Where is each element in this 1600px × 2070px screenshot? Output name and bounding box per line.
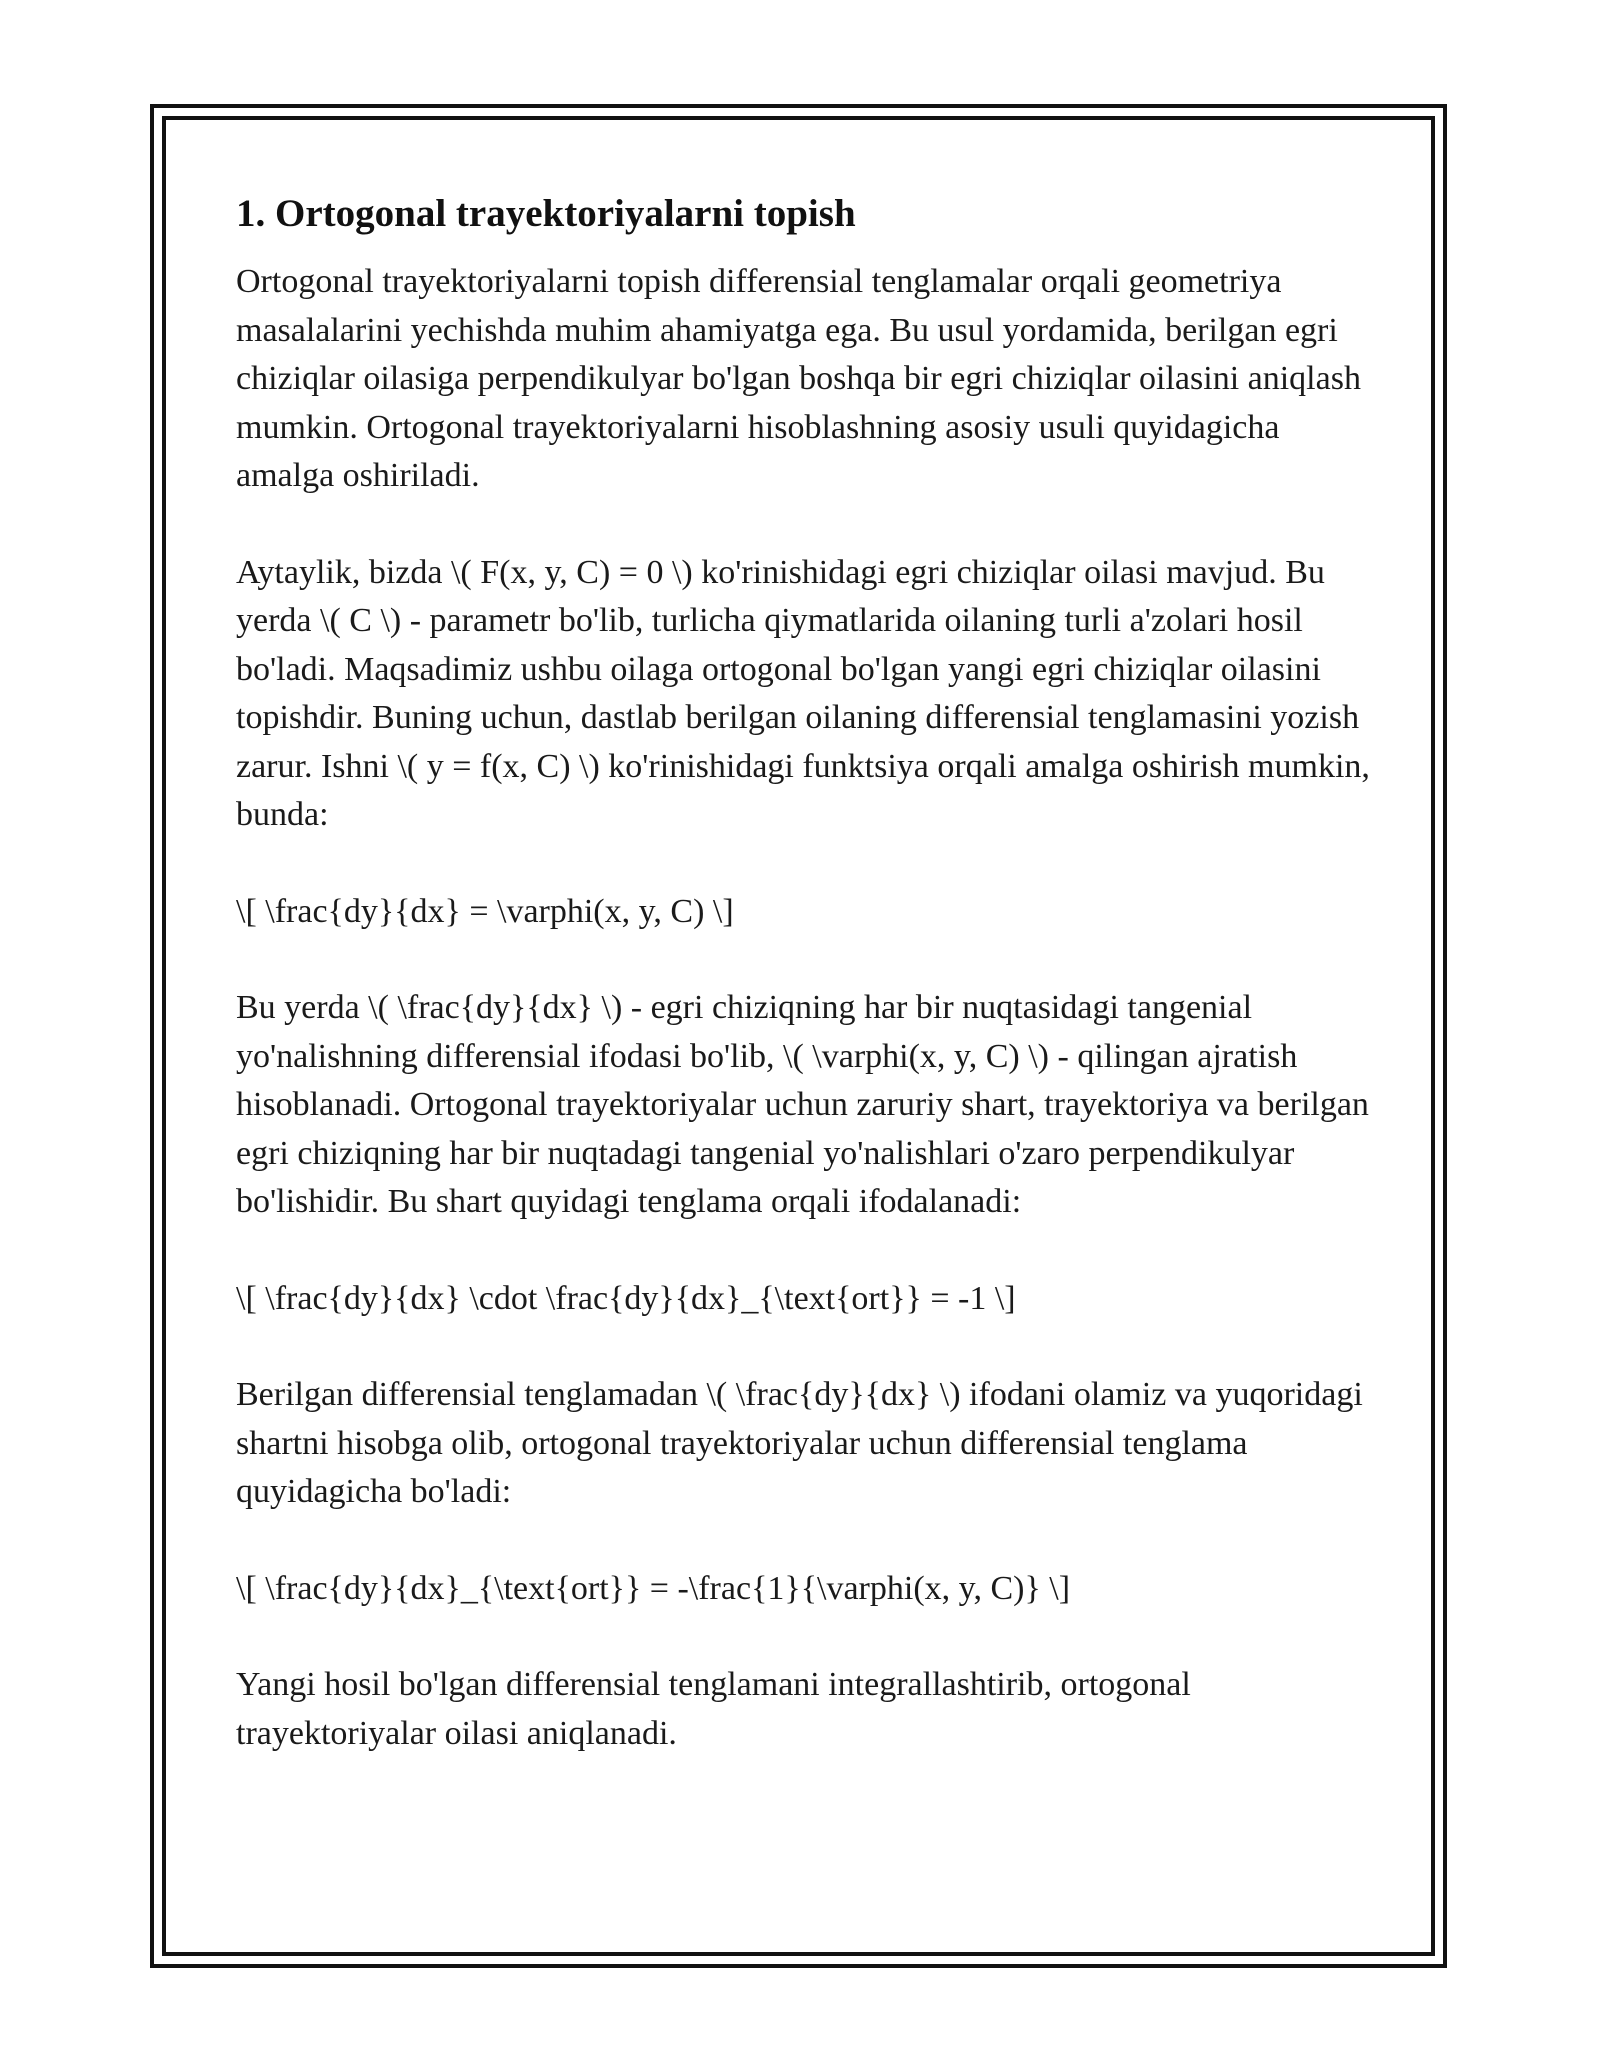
- formula-orthogonal: \[ \frac{dy}{dx}_{\text{ort}} = -\frac{1}{\varphi(x, y, C)} \]: [236, 1569, 1071, 1607]
- formula-derivative: \[ \frac{dy}{dx} = \varphi(x, y, C) \]: [236, 892, 734, 930]
- paragraph-condition: Bu yerda \( \frac{dy}{dx} \) - egri chiziqning har bir nuqtasidagi tangenial yo'nalishning differensial ifodasi bo'lib, \( \varphi(x, y, C) \) - qilingan ajratish hisoblanadi. Ortogonal trayektoriyalar uchun zaruriy shart, trayektoriya va berilgan egri chiziqning har bir nuqtadagi tangenial yo'nalishlari o'zaro perpendikulyar bo'lishidir. Bu shart quyidagi tenglama orqali ifodalanadi:: [236, 989, 1369, 1220]
- document-body: [236, 188, 1376, 1806]
- paragraph-intro: Ortogonal trayektoriyalarni topish differensial tenglamalar orqali geometriya masalalarini yechishda muhim ahamiyatga ega. Bu usul yordamida, berilgan egri chiziqlar oilasiga perpendikulyar bo'lgan boshqa bir egri chiziqlar oilasini aniqlash mumkin. Ortogonal trayektoriyalarni hisoblashning asosiy usuli quyidagicha amalga oshiriladi.: [236, 263, 1361, 494]
- paragraph-conclusion: Yangi hosil bo'lgan differensial tenglamani integrallashtirib, ortogonal trayektoriyalar oilasi aniqlanadi.: [236, 1666, 1191, 1752]
- section-title: 1. Ortogonal trayektoriyalarni topish: [236, 192, 856, 235]
- paragraph-family: Aytaylik, bizda \( F(x, y, C) = 0 \) ko'rinishidagi egri chiziqlar oilasi mavjud. Bu yerda \( C \) - parametr bo'lib, turlicha qiymatlarida oilaning turli a'zolari hosil bo'ladi. Maqsadimiz ushbu oilaga ortogonal bo'lgan yangi egri chiziqlar oilasini topishdir. Buning uchun, dastlab berilgan oilaning differensial tenglamasini yozish zarur. Ishni \( y = f(x, C) \) ko'rinishidagi funktsiya orqali amalga oshirish mumkin, bunda:: [236, 553, 1370, 833]
- formula-perpendicular: \[ \frac{dy}{dx} \cdot \frac{dy}{dx}_{\text{ort}} = -1 \]: [236, 1279, 1016, 1317]
- paragraph-derivation: Berilgan differensial tenglamadan \( \frac{dy}{dx} \) ifodani olamiz va yuqoridagi shartni hisobga olib, ortogonal trayektoriyalar uchun differensial tenglama quyidagicha bo'ladi:: [236, 1376, 1363, 1510]
